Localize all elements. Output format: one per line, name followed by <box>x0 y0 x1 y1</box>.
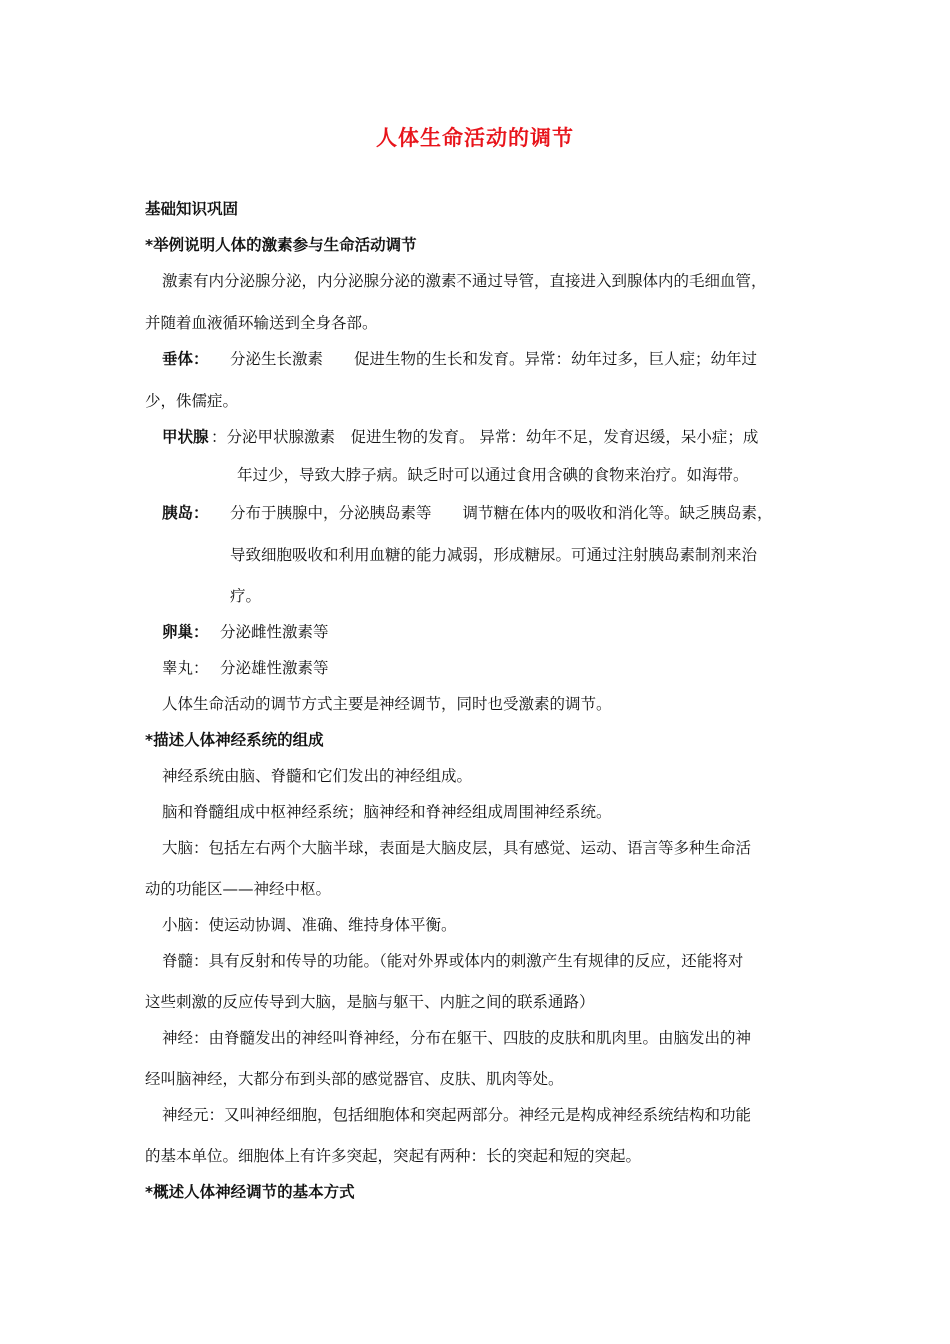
section-heading: 基础知识巩固 <box>145 200 239 218</box>
gland-label-ovary: 卵巢： <box>162 623 209 641</box>
paragraph-line: 激素有内分泌腺分泌，内分泌腺分泌的激素不通过导管，直接进入到腺体内的毛细血管， <box>162 272 767 290</box>
paragraph-line: 人体生命活动的调节方式主要是神经调节，同时也受激素的调节。 <box>162 695 612 713</box>
gland-label-testis: 睾丸： <box>162 659 209 677</box>
heading-hormones: *举例说明人体的激素参与生命活动调节 <box>145 236 417 254</box>
paragraph-line: 的基本单位。细胞体上有许多突起，突起有两种：长的突起和短的突起。 <box>145 1147 642 1165</box>
gland-text: 少，侏儒症。 <box>145 392 239 410</box>
paragraph-line: 大脑：包括左右两个大脑半球，表面是大脑皮层，具有感觉、运动、语言等多种生命活 <box>162 839 752 857</box>
gland-text: 分泌生长激素 促进生物的生长和发育。异常：幼年过多，巨人症；幼年过 <box>230 350 758 368</box>
page-title: 人体生命活动的调节 <box>376 126 574 150</box>
paragraph-line: 小脑：使运动协调、准确、维持身体平衡。 <box>162 916 457 934</box>
gland-label-thyroid: 甲状腺 <box>162 428 209 446</box>
paragraph-line: 动的功能区——神经中枢。 <box>145 880 332 898</box>
gland-text: 疗。 <box>230 587 262 605</box>
paragraph-line: 神经系统由脑、脊髓和它们发出的神经组成。 <box>162 767 473 785</box>
paragraph-line: 并随着血液循环输送到全身各部。 <box>145 314 378 332</box>
paragraph-line: 脑和脊髓组成中枢神经系统；脑神经和脊神经组成周围神经系统。 <box>162 803 612 821</box>
paragraph-line: 这些刺激的反应传导到大脑，是脑与躯干、内脏之间的联系通路） <box>145 993 595 1011</box>
paragraph-line: 神经元：又叫神经细胞，包括细胞体和突起两部分。神经元是构成神经系统结构和功能 <box>162 1106 752 1124</box>
gland-text: 分布于胰腺中，分泌胰岛素等 调节糖在体内的吸收和消化等。缺乏胰岛素， <box>230 504 773 522</box>
paragraph-line: 脊髓：具有反射和传导的功能。（能对外界或体内的刺激产生有规律的反应，还能将对 <box>162 952 744 970</box>
gland-text: 分泌雌性激素等 <box>220 623 329 641</box>
gland-label-islets: 胰岛： <box>162 504 209 522</box>
heading-neural-regulation: *概述人体神经调节的基本方式 <box>145 1183 355 1201</box>
paragraph-line: 神经：由脊髓发出的神经叫脊神经，分布在躯干、四肢的皮肤和肌肉里。由脑发出的神 <box>162 1029 752 1047</box>
gland-text: 导致细胞吸收和利用血糖的能力减弱，形成糖尿。可通过注射胰岛素制剂来治 <box>230 546 758 564</box>
gland-text: 年过少，导致大脖子病。缺乏时可以通过食用含碘的食物来治疗。如海带。 <box>237 466 749 484</box>
heading-nervous-system: *描述人体神经系统的组成 <box>145 731 324 749</box>
gland-label-pituitary: 垂体： <box>162 350 209 368</box>
gland-text: 分泌雄性激素等 <box>220 659 329 677</box>
paragraph-line: 经叫脑神经，大都分布到头部的感觉器官、皮肤、肌肉等处。 <box>145 1070 564 1088</box>
gland-text: ：分泌甲状腺激素 促进生物的发育。 异常：幼年不足，发育迟缓，呆小症；成 <box>211 428 759 446</box>
